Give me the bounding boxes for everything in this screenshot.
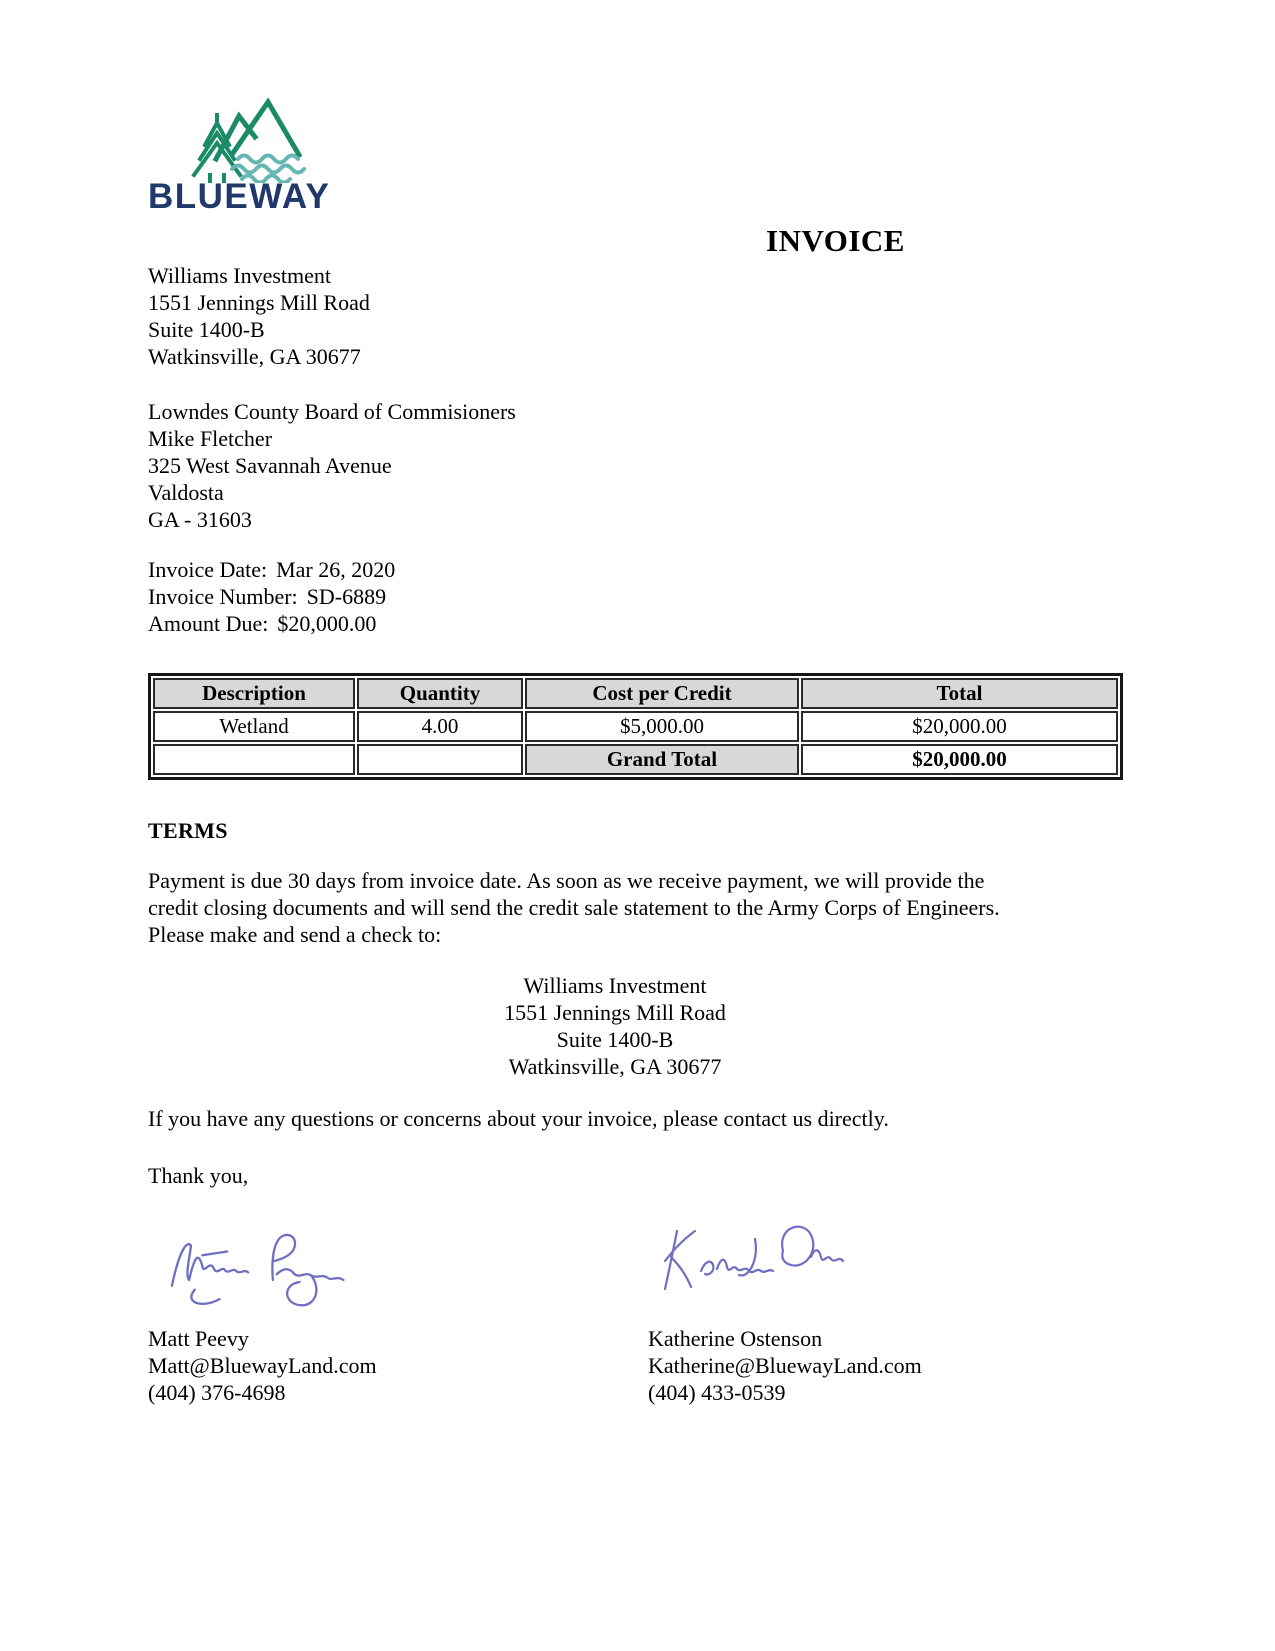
invoice-number-label: Invoice Number: — [148, 584, 298, 609]
terms-body-line: Please make and send a check to: — [148, 922, 442, 947]
cell-cost-per-credit: $5,000.00 — [525, 711, 799, 742]
column-header-quantity: Quantity — [357, 678, 523, 709]
signer-katherine-details — [648, 1325, 1215, 1406]
invoice-number-value: SD-6889 — [306, 584, 387, 609]
invoice-date-label: Invoice Date: — [148, 557, 268, 582]
company-logo — [148, 95, 1215, 217]
invoice-meta — [148, 556, 1215, 637]
invoice-number — [148, 583, 1215, 610]
signer-name: Katherine Ostenson — [648, 1326, 823, 1351]
recipient-address-line: 325 West Savannah Avenue — [148, 453, 392, 478]
line-items-table — [148, 673, 1123, 780]
recipient-address-line: GA - 31603 — [148, 507, 252, 532]
sender-address-line: Williams Investment — [148, 263, 332, 288]
recipient-address-line: Lowndes County Board of Commisioners — [148, 399, 516, 424]
terms-body-line: credit closing documents and will send the credit sale statement to the Army Corps of Engineers. — [148, 895, 1000, 920]
check-address-line: 1551 Jennings Mill Road — [504, 1000, 726, 1025]
matt-peevy-signature-icon — [158, 1221, 363, 1321]
invoice-date-value: Mar 26, 2020 — [276, 557, 396, 582]
company-name: BLUEWAY — [148, 177, 331, 216]
invoice-date — [148, 556, 1215, 583]
cell-quantity: 4.00 — [357, 711, 523, 742]
sender-address-line: Watkinsville, GA 30677 — [148, 344, 361, 369]
check-payee-address — [148, 972, 1082, 1080]
sender-address — [148, 262, 1215, 370]
amount-due — [148, 610, 1215, 637]
check-address-line: Suite 1400-B — [556, 1027, 674, 1052]
empty-cell — [357, 744, 523, 775]
cell-description: Wetland — [153, 711, 355, 742]
column-header-description: Description — [153, 678, 355, 709]
mountains-tree-waves-icon — [186, 95, 321, 183]
recipient-address-line: Valdosta — [148, 480, 224, 505]
table-header-row — [153, 678, 1118, 709]
page-title: INVOICE — [766, 223, 905, 258]
signer-phone: (404) 433-0539 — [648, 1380, 786, 1405]
recipient-address — [148, 398, 1215, 533]
empty-cell — [153, 744, 355, 775]
signer-matt-details — [148, 1325, 648, 1406]
column-header-cost-per-credit: Cost per Credit — [525, 678, 799, 709]
sender-address-line: 1551 Jennings Mill Road — [148, 290, 370, 315]
signer-name: Matt Peevy — [148, 1326, 249, 1351]
grand-total-label: Grand Total — [525, 744, 799, 775]
signature-katherine — [648, 1213, 1215, 1321]
grand-total-value: $20,000.00 — [801, 744, 1118, 775]
signer-phone: (404) 376-4698 — [148, 1380, 286, 1405]
signature-matt — [148, 1213, 648, 1321]
signature-row — [148, 1213, 1215, 1321]
katherine-ostenson-signature-icon — [655, 1213, 855, 1308]
terms-body-line: Payment is due 30 days from invoice date. As soon as we receive payment, we will provide the — [148, 868, 985, 893]
sender-address-line: Suite 1400-B — [148, 317, 265, 342]
amount-due-label: Amount Due: — [148, 611, 269, 636]
terms-heading: TERMS — [148, 818, 228, 843]
closing-line: Thank you, — [148, 1163, 249, 1188]
amount-due-value: $20,000.00 — [277, 611, 377, 636]
check-address-line: Williams Investment — [523, 973, 707, 998]
grand-total-row — [153, 744, 1118, 775]
terms-body — [148, 867, 1108, 948]
column-header-total: Total — [801, 678, 1118, 709]
contact-note: If you have any questions or concerns about your invoice, please contact us directly. — [148, 1106, 889, 1131]
signer-details-row — [148, 1325, 1215, 1406]
recipient-address-line: Mike Fletcher — [148, 426, 273, 451]
signer-email: Katherine@BluewayLand.com — [648, 1353, 922, 1378]
cell-total: $20,000.00 — [801, 711, 1118, 742]
check-address-line: Watkinsville, GA 30677 — [508, 1054, 722, 1079]
table-row — [153, 711, 1118, 742]
signer-email: Matt@BluewayLand.com — [148, 1353, 377, 1378]
